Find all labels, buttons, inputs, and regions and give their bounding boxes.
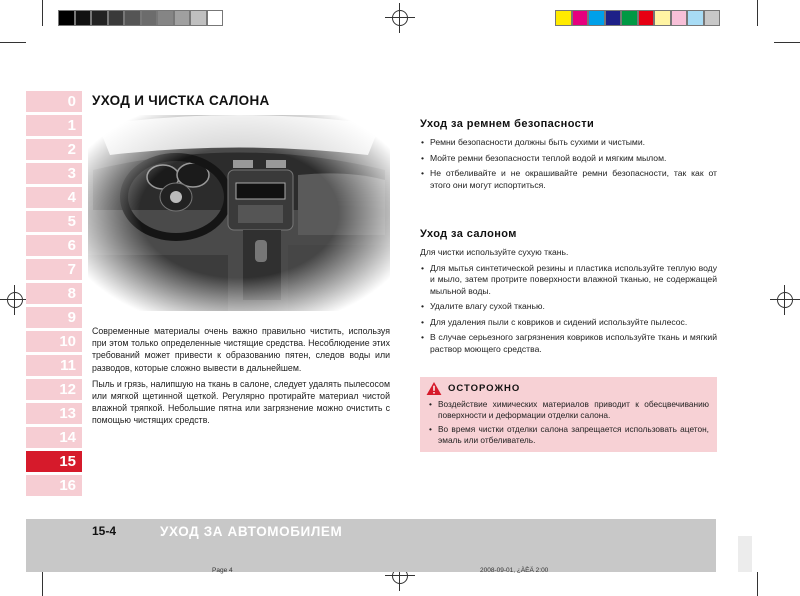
color-swatch — [621, 10, 638, 26]
registration-mark-right — [770, 285, 800, 315]
color-swatch — [605, 10, 622, 26]
caution-box — [420, 377, 717, 452]
print-page-label: Page 4 — [212, 567, 233, 574]
registration-mark-top — [385, 3, 415, 33]
grayscale-bar — [58, 10, 223, 26]
color-swatch — [654, 10, 671, 26]
chapter-tab-1[interactable]: 1 — [26, 115, 82, 136]
list-item: • Ремни безопасности должны быть сухими и чистыми. — [420, 137, 717, 149]
trim-mark — [757, 572, 758, 596]
trim-mark — [774, 42, 800, 43]
trim-mark — [757, 0, 758, 26]
gray-swatch — [108, 10, 125, 26]
chapter-tab-14[interactable]: 14 — [26, 427, 82, 448]
color-swatch — [555, 10, 572, 26]
gray-swatch — [207, 10, 224, 26]
edge-marker — [738, 536, 752, 572]
salon-care-section — [420, 228, 717, 359]
belt-care-section — [420, 118, 717, 195]
page-footer — [26, 519, 716, 572]
list-item: • Удалите влагу сухой тканью. — [420, 301, 717, 313]
list-item: • Во время чистки отделки салона запрещается использовать ацетон, эмаль или отбеливатель. — [426, 424, 709, 446]
intro-text — [92, 325, 390, 431]
list-item: • Для удаления пыли с ковриков и сидений используйте пылесос. — [420, 317, 717, 329]
list-item: • Для мытья синтетической резины и пластика используйте теплую воду и мыло, затем протрите поверхности влажной тканью, не содержащей мыльной воды. — [420, 263, 717, 298]
trim-mark — [42, 572, 43, 596]
gray-swatch — [58, 10, 75, 26]
chapter-tab-12[interactable]: 12 — [26, 379, 82, 400]
chapter-title: УХОД ЗА АВТОМОБИЛЕМ — [160, 524, 343, 539]
caution-header — [426, 382, 709, 395]
chapter-tab-7[interactable]: 7 — [26, 259, 82, 280]
chapter-tab-11[interactable]: 11 — [26, 355, 82, 376]
gray-swatch — [141, 10, 158, 26]
color-swatch — [687, 10, 704, 26]
chapter-tab-2[interactable]: 2 — [26, 139, 82, 160]
chapter-tab-5[interactable]: 5 — [26, 211, 82, 232]
gray-swatch — [190, 10, 207, 26]
chapter-tab-13[interactable]: 13 — [26, 403, 82, 424]
dashboard-illustration — [88, 115, 390, 311]
intro-paragraph-1: Современные материалы очень важно правильно чистить, используя при этом только определенные чистящие средства. Несоблюдение этих требований может привести к образованию пятен, следов воды или разводов, которые сложно вывести в дальнейшем. — [92, 326, 390, 373]
color-swatch — [671, 10, 688, 26]
gray-swatch — [157, 10, 174, 26]
warning-icon — [426, 382, 442, 395]
chapter-tab-15[interactable]: 15 — [26, 451, 82, 472]
gray-swatch — [174, 10, 191, 26]
chapter-tab-10[interactable]: 10 — [26, 331, 82, 352]
chapter-tab-0[interactable]: 0 — [26, 91, 82, 112]
gray-swatch — [75, 10, 92, 26]
color-bar — [555, 10, 720, 26]
color-swatch — [638, 10, 655, 26]
chapter-tab-4[interactable]: 4 — [26, 187, 82, 208]
list-item: • Воздействие химических материалов приводит к обесцвечиванию поверхности и деформации отделки салона. — [426, 399, 709, 421]
caution-title: ОСТОРОЖНО — [448, 383, 521, 394]
page-number: 15-4 — [92, 524, 117, 538]
chapter-tab-9[interactable]: 9 — [26, 307, 82, 328]
dashboard-photo — [88, 115, 390, 311]
color-swatch — [588, 10, 605, 26]
chapter-tab-16[interactable]: 16 — [26, 475, 82, 496]
chapter-tab-3[interactable]: 3 — [26, 163, 82, 184]
chapter-tab-6[interactable]: 6 — [26, 235, 82, 256]
list-item: • В случае серьезного загрязнения ковриков используйте ткань и мягкий раствор моющего средства. — [420, 332, 717, 355]
belt-care-title: Уход за ремнем безопасности — [420, 118, 595, 130]
intro-paragraph-2: Пыль и грязь, налипшую на ткань в салоне, следует удалять пылесосом или мягкой щетинной щеткой. Регулярно протирайте материал чистой влажной тряпкой. Небольшие пятна или загрязнение можно очистить с помощью чистящих средств. — [92, 378, 390, 426]
color-swatch — [572, 10, 589, 26]
gray-swatch — [124, 10, 141, 26]
trim-mark — [42, 0, 43, 26]
chapter-tabs — [26, 91, 82, 499]
print-date-label: 2008-09-01, ¿ÀÈÄ 2:00 — [480, 567, 549, 574]
salon-care-lead: Для чистки используйте сухую ткань. — [420, 247, 569, 257]
section-title: УХОД И ЧИСТКА САЛОНА — [92, 93, 270, 108]
list-item: • Мойте ремни безопасности теплой водой и мягким мылом. — [420, 153, 717, 165]
color-swatch — [704, 10, 721, 26]
list-item: • Не отбеливайте и не окрашивайте ремни безопасности, так как от этого они могут испортиться. — [420, 168, 717, 191]
trim-mark — [0, 42, 26, 43]
chapter-tab-8[interactable]: 8 — [26, 283, 82, 304]
gray-swatch — [91, 10, 108, 26]
salon-care-title: Уход за салоном — [420, 228, 517, 240]
